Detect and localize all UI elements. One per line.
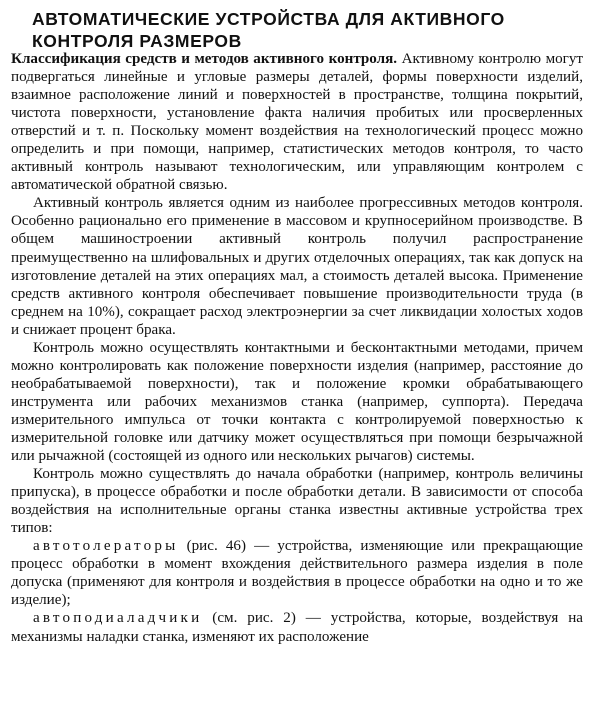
section-heading [32, 8, 572, 52]
paragraph-methods: Контроль можно осуществлять контактными и бесконтактными методами, причем можно контролировать как положение поверхности изделия (например, расстояние до необрабатываемой поверхности), так и положение кромки обрабатывающего инструмента или рабочих механизмов станка (например, суппорта). Передача измерительного импульса от точки контакта с контролируемой поверхностью к измерительной головке или датчику может осуществляться при помощи безрычажной или рычажной (состоящей из одного или нескольких рычагов) системы. [11, 339, 583, 465]
paragraph-autotolerators [11, 537, 583, 609]
paragraph-types: Контроль можно существлять до начала обработки (например, контроль величины припуска), в процессе обработки и после обработки детали. В зависимости от способа воздействия на исполнительные органы станка известны активные устройства трех типов: [11, 466, 583, 537]
body-text [11, 50, 583, 646]
paragraph-text: Активному контролю могут подвергаться линейные и угловые размеры деталей, формы поверхности изделий, взаимное расположение линий и поверхностей в пространстве, толщина покрытий, чистота поверхности, установление факта наличия пробитых или просверленных отверстий и т. п. Поскольку момент воздействия на технологический процесс можно определить и при помощи, например, статистических методов контроля, то часто активный контроль называют технологическим, или управляющим контролем с автоматической обратной связью. [11, 51, 584, 194]
paragraph-text: (см. рис. 2) — устройства, которые, воздействуя на механизмы наладки станка, изменяют их расположение [11, 610, 583, 645]
paragraph-classification [11, 50, 583, 194]
paragraph-text: (рис. 46) — устройства, изменяющие или прекращающие процесс обработки в момент вхождения действительного размера изделия в поле допуска (применяют для контроля и воздействия в процессе обработки на одно и то же изделие); [11, 538, 583, 609]
term-autoadjusters: автоподиаладчики [33, 610, 203, 627]
term-autotolerators: автотолераторы [33, 538, 179, 555]
heading-line-2: КОНТРОЛЯ РАЗМЕРОВ [32, 31, 242, 51]
run-in-heading: Классификация средств и методов активного контроля. [11, 51, 398, 67]
heading-line-1: АВТОМАТИЧЕСКИЕ УСТРОЙСТВА ДЛЯ АКТИВНОГО [32, 9, 505, 29]
paragraph-progressive: Активный контроль является одним из наиболее прогрессивных методов контроля. Особенно рационально его применение в массовом и крупносерийном производстве. В общем машиностроении активный контроль получил распространение преимущественно на шлифовальных и других отделочных операциях, так как допуск на изготовление деталей на этих операциях мал, а стоимость деталей высока. Применение средств активного контроля обеспечивает повышение производительности труда (в среднем на 10%), сокращает расход электроэнергии за счет ликвидации холостых ходов и снижает процент брака. [11, 195, 583, 338]
paragraph-autoadjusters [11, 609, 583, 645]
